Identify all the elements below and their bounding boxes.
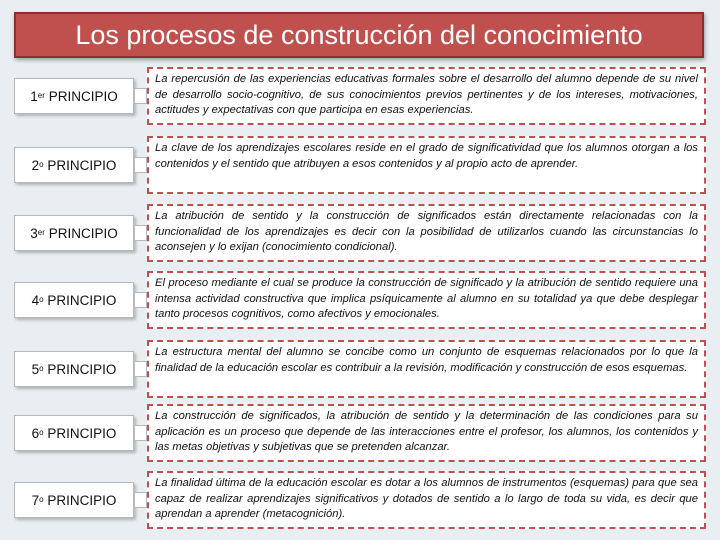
principle-ordinal-suffix: o [39,363,44,373]
principle-label-2 [14,147,134,183]
principle-number: 7 [31,492,40,508]
principle-number: 3 [30,225,38,241]
principle-row-5 [14,340,706,398]
title-banner [14,12,704,58]
principle-ordinal-suffix: er [37,90,45,100]
principle-description-7: La finalidad última de la educación escolar es dotar a los alumnos de instrumentos (esquemas) para que sea capaz de realizar aprendizajes significativos y dotados de sentido a lo largo de toda su vida, es decir que aprendan a aprender (metacognición). [147,471,706,529]
principle-number: 6 [31,425,40,441]
principle-ordinal-suffix: o [39,159,44,169]
principle-description-3: La atribución de sentido y la construcción de significados están directamente relacionadas con la funcionalidad de los aprendizajes es decir con la posibilidad de utilizarlos cuando las circunstancias lo aconsejen y lo exijan (conocimiento condicional). [147,204,706,262]
principle-ordinal-suffix: o [39,294,44,304]
principle-row-6 [14,404,706,462]
principle-number: 1 [30,88,38,104]
principle-row-1 [14,67,706,125]
principle-word: PRINCIPIO [47,492,117,508]
principle-description-5: La estructura mental del alumno se concibe como un conjunto de esquemas relacionados por lo que la finalidad de la educación escolar es contribuir a la revisión, modificación y construcción de esos esquemas. [147,340,706,398]
connector [135,88,147,104]
principle-word: PRINCIPIO [47,157,117,173]
principle-ordinal-suffix: o [39,494,44,504]
principle-row-2 [14,136,706,194]
principle-word: PRINCIPIO [47,425,117,441]
principle-row-4 [14,271,706,329]
principle-description-6: La construcción de significados, la atribución de sentido y la determinación de las condiciones para su aplicación es un proceso que depende de las interacciones entre el profesor, los alumnos, los contenidos y las metas objetivas y subjetivas que se pretenden alcanzar. [147,404,706,462]
principle-number: 2 [31,157,40,173]
principle-label-7 [14,482,134,518]
principle-description-4: El proceso mediante el cual se produce la construcción de significado y la atribución de sentido requiere una intensa actividad constructiva que implica psíquicamente al alumno en su totalidad ya que debe desplegar tanto procesos cognitivos, como afectivos y emocionales. [147,271,706,329]
principle-number: 5 [31,361,40,377]
principle-ordinal-suffix: er [37,227,45,237]
principle-label-1 [14,78,134,114]
principle-word: PRINCIPIO [48,88,118,104]
connector [135,425,147,441]
principle-description-2: La clave de los aprendizajes escolares reside en el grado de significatividad que los alumnos otorgan a los contenidos y el sentido que atribuyen a esos contenidos y al propio acto de aprender. [147,136,706,194]
connector [135,157,147,173]
principle-number: 4 [31,292,40,308]
principle-description-1: La repercusión de las experiencias educativas formales sobre el desarrollo del alumno depende de su nivel de desarrollo socio-cognitivo, de sus conocimientos previos pertinentes y de los intereses, motivaciones, actitudes y expectativas con que participa en esas experiencias. [147,67,706,125]
principle-label-3 [14,215,134,251]
principle-label-5 [14,351,134,387]
principle-row-3 [14,204,706,262]
connector [135,292,147,308]
connector [135,361,147,377]
page-title: Los procesos de construcción del conocimiento [75,20,643,50]
principle-word: PRINCIPIO [48,225,118,241]
principle-word: PRINCIPIO [47,292,117,308]
principle-ordinal-suffix: o [39,427,44,437]
principle-label-6 [14,415,134,451]
connector [135,225,147,241]
principle-word: PRINCIPIO [47,361,117,377]
principle-row-7 [14,471,706,529]
principle-label-4 [14,282,134,318]
connector [135,492,147,508]
